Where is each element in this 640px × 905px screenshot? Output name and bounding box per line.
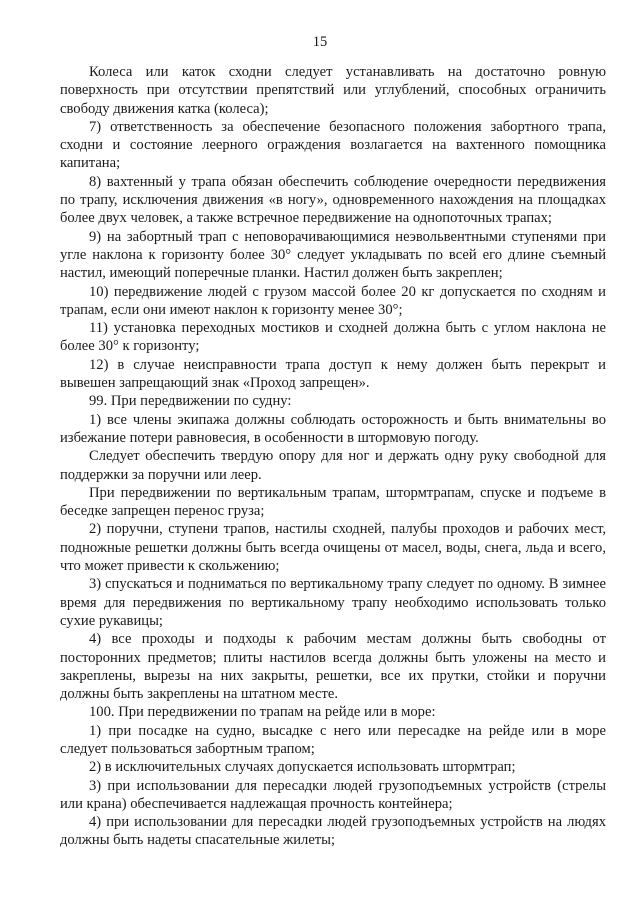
paragraph: 3) при использовании для пересадки людей грузоподъемных устройств (стрелы или крана) обеспечивается надлежащая прочность контейнера; <box>60 777 606 812</box>
paragraph: При передвижении по вертикальным трапам, штормтрапам, спуске и подъеме в беседке запрещен перенос груза; <box>60 484 606 520</box>
body-text <box>60 63 606 850</box>
paragraph: 11) установка переходных мостиков и сходней должна быть с углом наклона не более 30° к горизонту; <box>60 320 606 355</box>
page-number: 15 <box>312 34 328 50</box>
paragraph: Колеса или каток сходни следует устанавливать на достаточно ровную поверхность при отсутствии препятствий или углублений, способных ограничить свободу движения катка (колеса); <box>60 64 606 117</box>
paragraph: 4) все проходы и подходы к рабочим местам должны быть свободны от посторонних предметов; плиты настилов всегда должны быть уложены на место и закреплены, вырезы на них закрыты, решетки, все их прутки, стойки и поручни должны быть закреплены на штатном месте. <box>60 631 606 703</box>
section-heading: 100. При передвижении по трапам на рейде или в море: <box>89 704 436 721</box>
paragraph: Следует обеспечить твердую опору для ног и держать одну руку свободной для поддержки за поручни или леер. <box>60 448 606 483</box>
paragraph: 12) в случае неисправности трапа доступ к нему должен быть перекрыт и вывешен запрещающий знак «Проход запрещен». <box>60 356 606 392</box>
paragraph: 4) при использовании для пересадки людей грузоподъемных устройств на людях должны быть надеты спасательные жилеты; <box>60 814 606 849</box>
paragraph: 3) спускаться и подниматься по вертикальному трапу следует по одному. В зимнее время для передвижения по вертикальному трапу необходимо использовать только сухие рукавицы; <box>60 576 606 629</box>
paragraph: 9) на забортный трап с неповорачивающимися неэвольвентными ступенями при угле наклона к горизонту более 30° следует укладывать по всей его длине съемный настил, имеющий поперечные планки. Настил должен быть закреплен; <box>60 228 606 282</box>
paragraph: 8) вахтенный у трапа обязан обеспечить соблюдение очередности передвижения по трапу, исключения движения «в ногу», одновременного нахождения на площадках более двух человек, а также встречное передвижение на однопоточных трапах; <box>60 173 606 227</box>
paragraph: 10) передвижение людей с грузом массой более 20 кг допускается по сходням и трапам, если они имеют наклон к горизонту менее 30°; <box>60 283 606 318</box>
paragraph: 7) ответственность за обеспечение безопасного положения забортного трапа, сходни и состояние леерного ограждения возлагается на вахтенного помощника капитана; <box>60 118 606 172</box>
paragraph: 2) в исключительных случаях допускается использовать штормтрап; <box>89 759 516 776</box>
paragraph: 2) поручни, ступени трапов, настилы сходней, палубы проходов и рабочих мест, подножные решетки должны быть всегда очищены от масел, воды, снега, льда и всего, что может привести к скольжению; <box>60 521 606 575</box>
paragraph: 1) при посадке на судно, высадке с него или пересадке на рейде или в море следует пользоваться забортным трапом; <box>60 722 606 757</box>
section-heading: 99. При передвижении по судну: <box>89 393 292 410</box>
paragraph: 1) все члены экипажа должны соблюдать осторожность и быть внимательны во избежание потери равновесия, в особенности в штормовую погоду. <box>60 411 606 446</box>
